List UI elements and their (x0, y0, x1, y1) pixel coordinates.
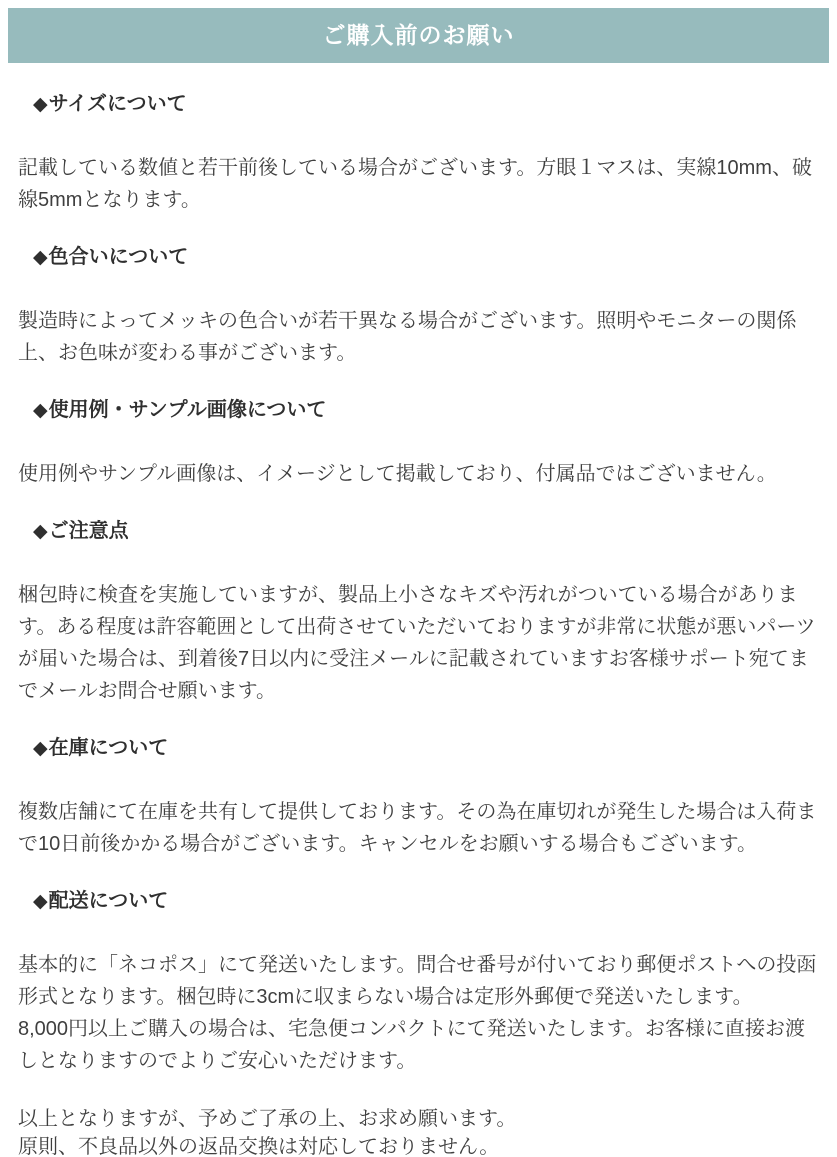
section-sample-images (0, 397, 837, 490)
section-body-stock: 複数店舗にて在庫を共有して提供しております。その為在庫切れが発生した場合は入荷まで10日前後かかる場合がございます。キャンセルをお願いする場合もございます。 (18, 801, 817, 855)
diamond-bullet-icon: ◆ (33, 738, 48, 759)
section-heading-label: 使用例・サンプル画像について (48, 399, 327, 421)
diamond-bullet-icon: ◆ (33, 891, 48, 912)
section-body-caution: 梱包時に検査を実施していますが、製品上小さなキズや汚れがついている場合があります。ある程度は許容範囲として出荷させていただいておりますが非常に状態が悪いパーツが届いた場合は、到着後7日以内に受注メールに記載されていますお客様サポート宛てまでメールお問合せ願います。 (18, 584, 816, 702)
diamond-bullet-icon: ◆ (33, 94, 48, 115)
section-stock (0, 735, 837, 860)
section-heading-label: 色合いについて (48, 246, 189, 268)
section-caution (0, 518, 837, 707)
section-shipping (0, 888, 837, 1077)
closing-note (18, 1105, 819, 1157)
section-body-color: 製造時によってメッキの色合いが若干異なる場合がございます。照明やモニターの関係上、お色味が変わる事がございます。 (18, 310, 797, 364)
section-body-shipping-2: 8,000円以上ご購入の場合は、宅急便コンパクトにて発送いたします。お客様に直接お渡しとなりますのでよりご安心いただけます。 (18, 1018, 806, 1072)
closing-line-1: 以上となりますが、予めご了承の上、お求め願います。 (18, 1108, 517, 1130)
page-title-bar (8, 8, 829, 63)
section-heading-stock (33, 735, 819, 762)
section-heading-size (33, 91, 819, 118)
section-heading-color (33, 244, 819, 271)
section-body-size: 記載している数値と若干前後している場合がございます。方眼１マスは、実線10mm、破線5mmとなります。 (18, 157, 812, 211)
section-heading-label: ご注意点 (48, 520, 129, 542)
diamond-bullet-icon: ◆ (33, 521, 48, 542)
closing-line-2: 原則、不良品以外の返品交換は対応しておりません。 (18, 1136, 500, 1157)
diamond-bullet-icon: ◆ (33, 400, 48, 421)
section-color (0, 244, 837, 369)
section-body-shipping: 基本的に「ネコポス」にて発送いたします。問合せ番号が付いており郵便ポストへの投函形式となります。梱包時に3cmに収まらない場合は定形外郵便で発送いたします。 (18, 954, 817, 1008)
diamond-bullet-icon: ◆ (33, 247, 48, 268)
section-heading-shipping (33, 888, 819, 915)
section-heading-caution (33, 518, 819, 545)
page-title: ご購入前のお願い (322, 22, 515, 48)
section-size (0, 91, 837, 216)
section-body-sample-images: 使用例やサンプル画像は、イメージとして掲載しており、付属品ではございません。 (18, 463, 777, 485)
section-heading-label: 在庫について (48, 737, 169, 759)
section-heading-label: サイズについて (48, 93, 187, 115)
section-heading-sample-images (33, 397, 819, 424)
section-heading-label: 配送について (48, 890, 169, 912)
